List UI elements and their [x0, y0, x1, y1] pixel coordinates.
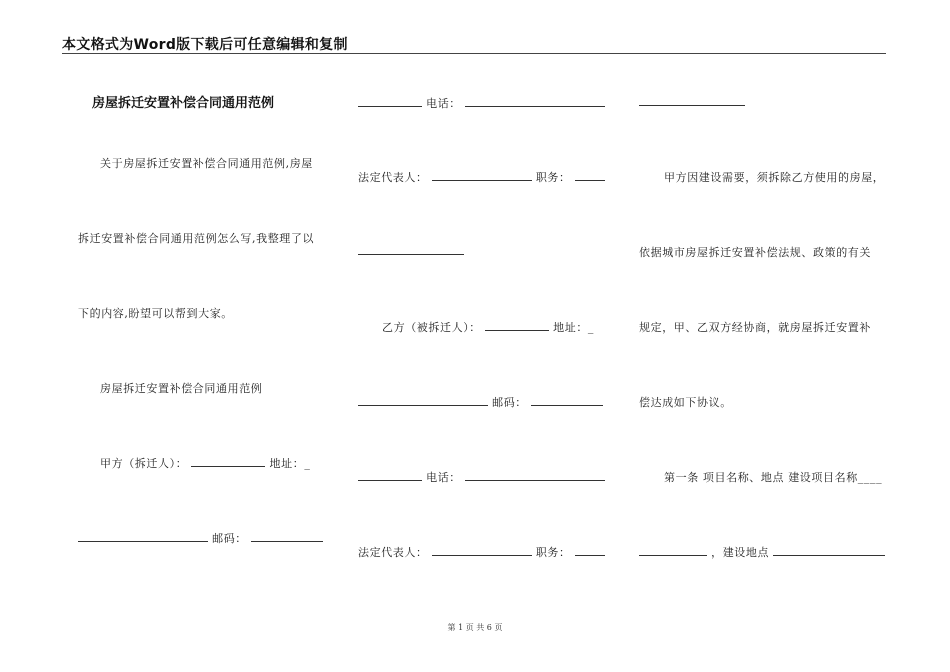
blank-line [639, 95, 745, 109]
postcode-line-2 [358, 394, 603, 410]
legal-rep-blank [432, 170, 532, 181]
postcode-label: 邮码： [492, 396, 527, 409]
agreement-line-2: 依据城市房屋拆迁安置补偿法规、政策的有关 [639, 246, 871, 259]
header-rule [62, 53, 886, 54]
page-number: 第 1 页 共 6 页 [447, 623, 503, 632]
blank-underline [358, 96, 422, 107]
blank-line [358, 244, 464, 258]
legal-rep-blank [432, 545, 532, 556]
article-1-line: 第一条 项目名称、地点 建设项目名称____ [664, 471, 883, 484]
project-name-blank [639, 545, 707, 556]
intro-line-2: 拆迁安置补偿合同通用范例怎么写,我整理了以 [78, 232, 315, 245]
legal-rep-label: 法定代表人： [358, 171, 428, 184]
postcode-line-1 [78, 530, 323, 546]
party-a-label: 甲方（拆迁人）： [100, 457, 188, 470]
blank-underline [358, 395, 488, 406]
intro-line-3: 下的内容,盼望可以帮到大家。 [78, 307, 233, 320]
blank-underline [358, 244, 464, 255]
legal-rep-line-2 [358, 544, 605, 560]
blank-underline [639, 95, 745, 106]
phone-label: 电话： [426, 97, 461, 110]
party-b-blank [485, 320, 549, 331]
site-label: ，建设地点 [711, 546, 770, 559]
party-a-line [100, 455, 310, 471]
party-a-blank [191, 456, 265, 467]
phone-blank [465, 470, 605, 481]
phone-line-2 [358, 469, 605, 485]
postcode-blank [531, 395, 603, 406]
blank-underline [358, 470, 422, 481]
address-label: 地址：_ [269, 457, 311, 470]
intro-line-1: 关于房屋拆迁安置补偿合同通用范例,房屋 [100, 157, 313, 170]
phone-blank [465, 96, 605, 107]
address-label: 地址：_ [553, 321, 595, 334]
agreement-line-4: 偿达成如下协议。 [639, 396, 732, 409]
party-b-label: 乙方（被拆迁人）： [382, 321, 481, 334]
postcode-label: 邮码： [212, 532, 247, 545]
phone-line-1 [358, 95, 605, 111]
legal-rep-line-1 [358, 169, 605, 185]
site-line [639, 544, 885, 560]
party-b-line [382, 319, 594, 335]
agreement-line-3: 规定，甲、乙双方经协商，就房屋拆迁安置补 [639, 321, 871, 334]
postcode-blank [251, 531, 323, 542]
position-blank [575, 170, 605, 181]
header-note: 本文格式为Word版下载后可任意编辑和复制 [62, 37, 348, 53]
agreement-line-1: 甲方因建设需要，须拆除乙方使用的房屋， [664, 171, 885, 184]
legal-rep-label: 法定代表人： [358, 546, 428, 559]
site-blank [773, 545, 885, 556]
position-label: 职务： [535, 546, 571, 559]
blank-underline [78, 531, 208, 542]
phone-label: 电话： [426, 471, 461, 484]
position-blank [575, 545, 605, 556]
position-label: 职务： [535, 171, 571, 184]
document-title: 房屋拆迁安置补偿合同通用范例 [92, 96, 275, 111]
section-subtitle: 房屋拆迁安置补偿合同通用范例 [100, 382, 263, 395]
